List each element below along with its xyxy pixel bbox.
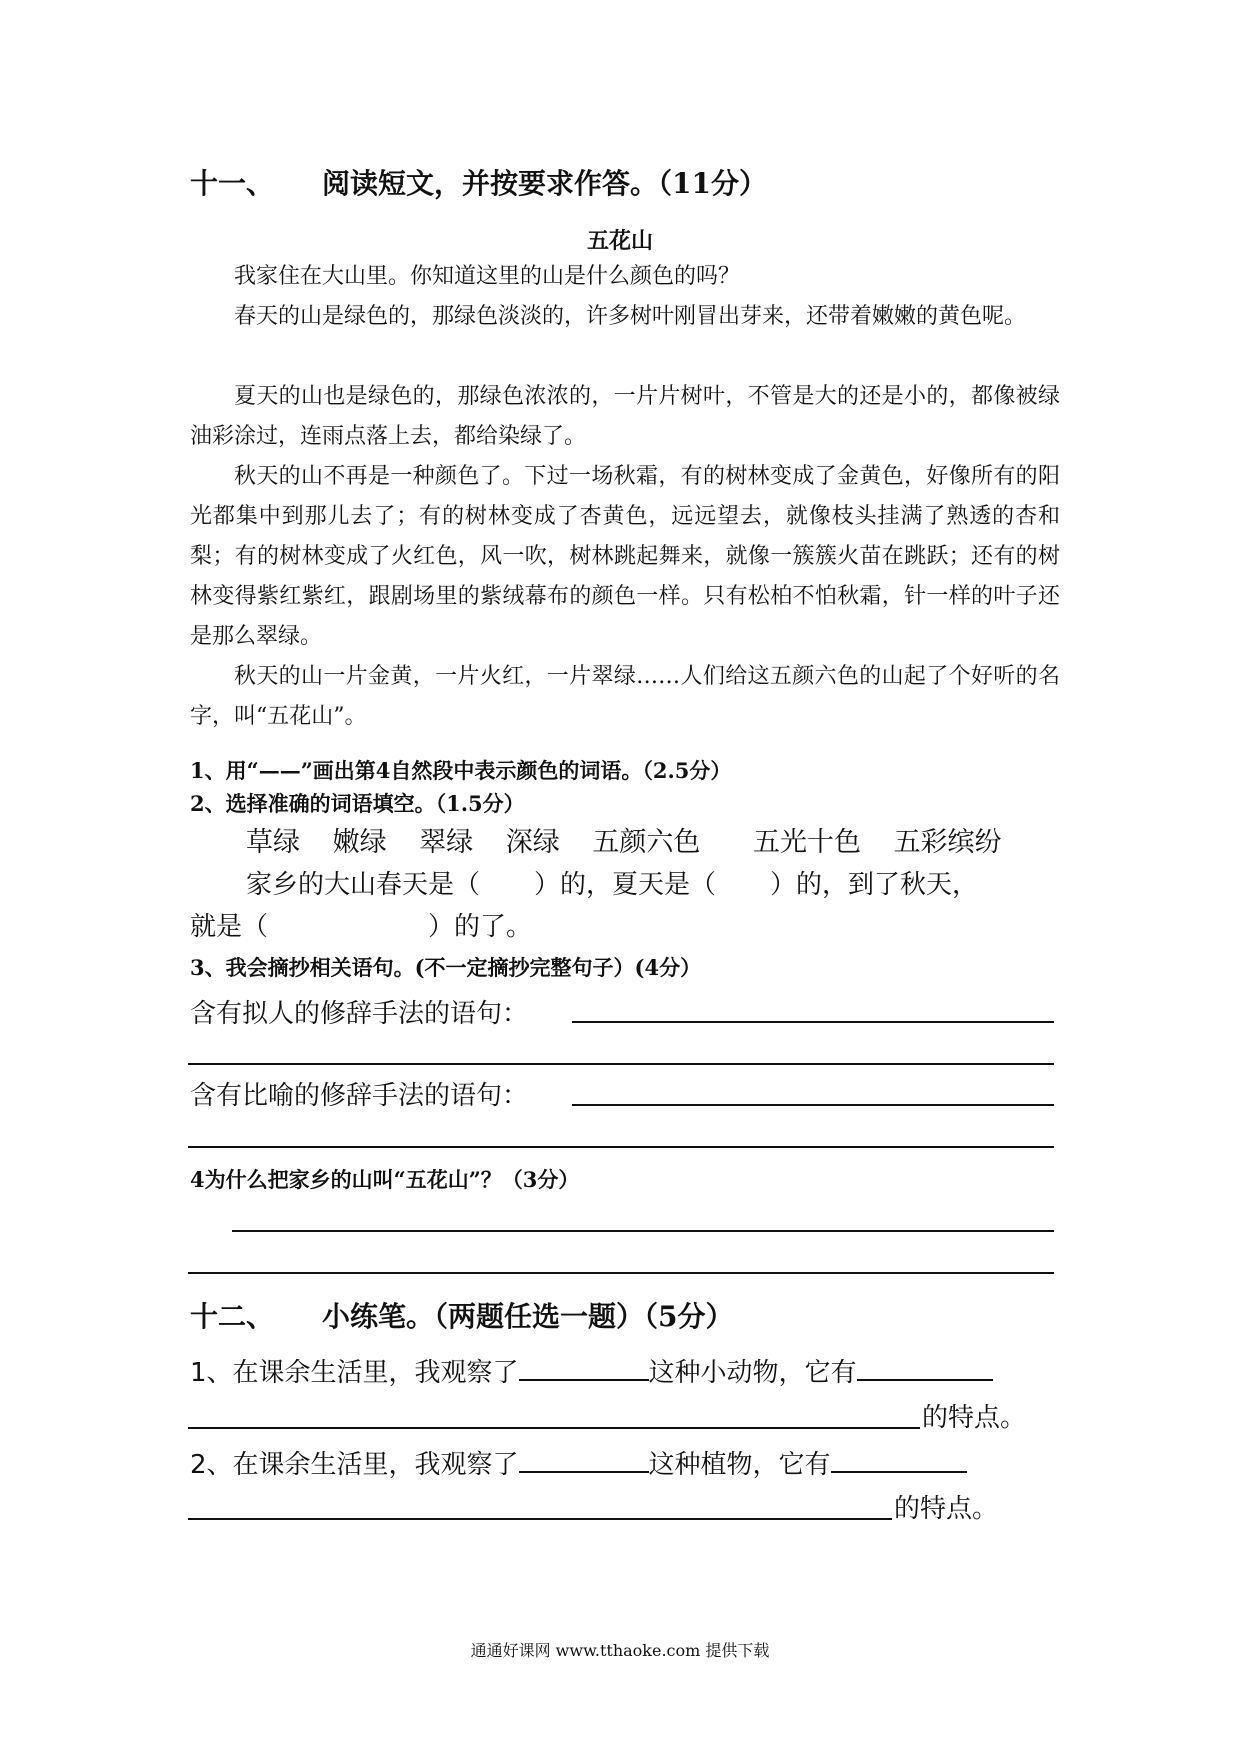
writing-prompt-2-end: 的特点。: [894, 1494, 999, 1524]
writing-prompt-2-line-1: [190, 1444, 967, 1481]
word-option: 五光十色: [752, 827, 861, 858]
footer-credit: 通通好课网 www.tthaoke.com 提供下载: [470, 1641, 770, 1660]
sentence-text: ）的了。: [428, 912, 533, 942]
passage-paragraph-5: 秋天的山一片金黄，一片火红，一片翠绿……人们给这五颜六色的山起了个好听的名字，叫“五花山”。: [190, 664, 1060, 729]
answer-line-personification-2[interactable]: [188, 1063, 1054, 1065]
writing-prompt-1-end: 的特点。: [922, 1403, 1027, 1433]
prompt-text: 2、在课余生活里，我观察了: [190, 1450, 519, 1480]
passage-paragraph-4: 秋天的山不再是一种颜色了。下过一场秋霜，有的树林变成了金黄色，好像所有的阳光都集中到那儿去了；有的树林变成了杏黄色，远远望去，就像枝头挂满了熟透的杏和梨；有的树林变成了火红色，风一吹，树林跳起舞来，就像一簇簇火苗在跳跃；还有的树林变得紫红紫红，跟剧场里的紫绒幕布的颜色一样。只有松柏不怕秋霜，针一样的叶子还是那么翠绿。: [190, 464, 1060, 649]
blank-plant-name[interactable]: [519, 1445, 649, 1473]
blank-plant-feature-start[interactable]: [831, 1445, 967, 1473]
sentence-text: ）的，到了秋天，: [770, 870, 979, 900]
answer-line-q4-1[interactable]: [232, 1230, 1054, 1232]
fill-sentence-line-1: [246, 864, 978, 901]
writing-prompt-1-line-1: [190, 1352, 993, 1389]
section-11-number: 十一、: [190, 167, 275, 200]
word-option: 翠绿: [419, 827, 474, 858]
sentence-text: 家乡的大山春天是（: [246, 870, 481, 900]
answer-line-plant-feature[interactable]: [188, 1518, 892, 1520]
section-12-heading: [190, 1295, 733, 1335]
fill-sentence-line-2: [190, 906, 532, 943]
passage-paragraph-1: 我家住在大山里。你知道这里的山是什么颜色的吗？: [234, 264, 741, 289]
answer-line-personification-1[interactable]: [572, 1021, 1054, 1023]
prompt-text: 1、在课余生活里，我观察了: [190, 1358, 519, 1388]
prompt-text: 这种植物，它有: [648, 1450, 831, 1480]
answer-line-metaphor-1[interactable]: [572, 1104, 1054, 1106]
personification-label: 含有拟人的修辞手法的语句：: [190, 999, 529, 1029]
question-3: 3、我会摘抄相关语句。(不一定摘抄完整句子）(4分）: [190, 955, 702, 980]
word-bank: [246, 820, 1026, 859]
word-option: 五彩缤纷: [893, 827, 1002, 858]
word-option: 嫩绿: [332, 827, 387, 858]
answer-line-animal-feature[interactable]: [188, 1427, 920, 1429]
sentence-text: 就是（: [190, 912, 269, 942]
blank-animal-name[interactable]: [519, 1353, 649, 1381]
sentence-text: ）的，夏天是（: [534, 870, 717, 900]
section-12-title: 小练笔。（两题任选一题）（5分）: [322, 1300, 734, 1333]
metaphor-label: 含有比喻的修辞手法的语句：: [190, 1081, 529, 1111]
question-4: 4为什么把家乡的山叫“五花山”？（3分）: [190, 1167, 580, 1192]
word-option: 草绿: [246, 827, 300, 858]
passage-paragraph-3: 夏天的山也是绿色的，那绿色浓浓的，一片片树叶，不管是大的还是小的，都像被绿油彩涂过，连雨点落上去，都给染绿了。: [190, 384, 1060, 449]
answer-line-metaphor-2[interactable]: [188, 1146, 1054, 1148]
word-option: 五颜六色: [592, 827, 701, 858]
prompt-text: 这种小动物，它有: [648, 1358, 857, 1388]
passage-paragraph-2: 春天的山是绿色的，那绿色淡淡的，许多树叶刚冒出芽来，还带着嫩嫩的黄色呢。: [234, 304, 1027, 329]
passage-title: 五花山: [586, 228, 653, 254]
section-12-number: 十二、: [190, 1300, 275, 1333]
section-11-title: 阅读短文，并按要求作答。（11分）: [322, 167, 767, 200]
answer-line-q4-2[interactable]: [188, 1272, 1054, 1274]
word-option: 深绿: [505, 827, 560, 858]
section-11-heading: [190, 162, 767, 202]
blank-animal-feature-start[interactable]: [857, 1353, 993, 1381]
question-1: 1、用“——”画出第4自然段中表示颜色的词语。（2.5分）: [190, 758, 732, 783]
question-2: 2、选择准确的词语填空。（1.5分）: [190, 791, 525, 816]
